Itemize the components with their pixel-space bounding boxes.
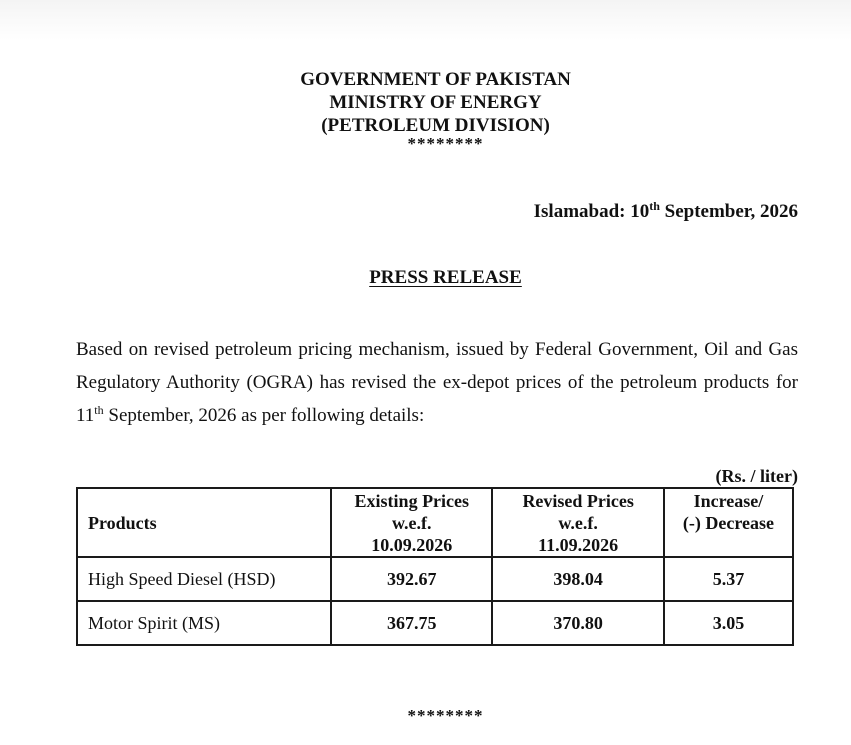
price-change: 5.37 bbox=[664, 557, 793, 601]
body-line-3-suffix: September, 2026 as per following details: bbox=[103, 405, 425, 426]
existing-price: 392.67 bbox=[331, 557, 492, 601]
body-line-3-prefix: 11 bbox=[76, 405, 95, 426]
price-table bbox=[76, 487, 794, 646]
revised-price: 398.04 bbox=[492, 557, 663, 601]
header-revised-prices bbox=[492, 488, 663, 557]
table-row bbox=[77, 601, 793, 645]
letterhead bbox=[0, 68, 851, 137]
header-revised-line-1: Revised Prices bbox=[522, 491, 634, 511]
letterhead-government: GOVERNMENT OF PAKISTAN bbox=[300, 69, 571, 90]
header-change-line-2: (-) Decrease bbox=[682, 513, 774, 533]
letterhead-division: (PETROLEUM DIVISION) bbox=[321, 115, 550, 136]
header-existing-line-3: 10.09.2026 bbox=[371, 535, 453, 555]
body-line-2: Regulatory Authority (OGRA) has revised the ex-depot prices of the petroleum products for bbox=[76, 372, 798, 393]
header-existing-line-1: Existing Prices bbox=[354, 491, 470, 511]
header-revised-line-3: 11.09.2026 bbox=[538, 535, 619, 555]
header-increase-decrease bbox=[664, 488, 793, 557]
revised-price: 370.80 bbox=[492, 601, 663, 645]
header-separator-stars: ******** bbox=[407, 134, 484, 153]
product-name: High Speed Diesel (HSD) bbox=[77, 557, 331, 601]
price-change: 3.05 bbox=[664, 601, 793, 645]
header-existing-line-2: w.e.f. bbox=[392, 513, 432, 533]
units-label: (Rs. / liter) bbox=[715, 466, 798, 486]
footer-separator-stars: ******** bbox=[407, 706, 484, 725]
existing-price: 367.75 bbox=[331, 601, 492, 645]
product-name: Motor Spirit (MS) bbox=[77, 601, 331, 645]
dateline-suffix: September, 2026 bbox=[659, 201, 798, 222]
press-release-heading: PRESS RELEASE bbox=[369, 267, 522, 288]
table-header-row bbox=[77, 488, 793, 557]
header-change-line-1: Increase/ bbox=[693, 491, 764, 511]
body-line-3-ordinal: th bbox=[94, 403, 104, 417]
body-line-3 bbox=[76, 399, 798, 432]
dateline bbox=[534, 201, 798, 223]
body-paragraph bbox=[76, 333, 798, 432]
body-line-1: Based on revised petroleum pricing mechanism, issued by Federal Government, Oil and Gas bbox=[76, 339, 798, 360]
header-products: Products bbox=[77, 488, 331, 557]
header-existing-prices bbox=[331, 488, 492, 557]
table-row bbox=[77, 557, 793, 601]
dateline-prefix: Islamabad: 10 bbox=[533, 201, 650, 222]
letterhead-ministry: MINISTRY OF ENERGY bbox=[329, 92, 542, 113]
header-revised-line-2: w.e.f. bbox=[558, 513, 598, 533]
dateline-ordinal: th bbox=[649, 199, 660, 213]
document-title bbox=[0, 267, 851, 289]
